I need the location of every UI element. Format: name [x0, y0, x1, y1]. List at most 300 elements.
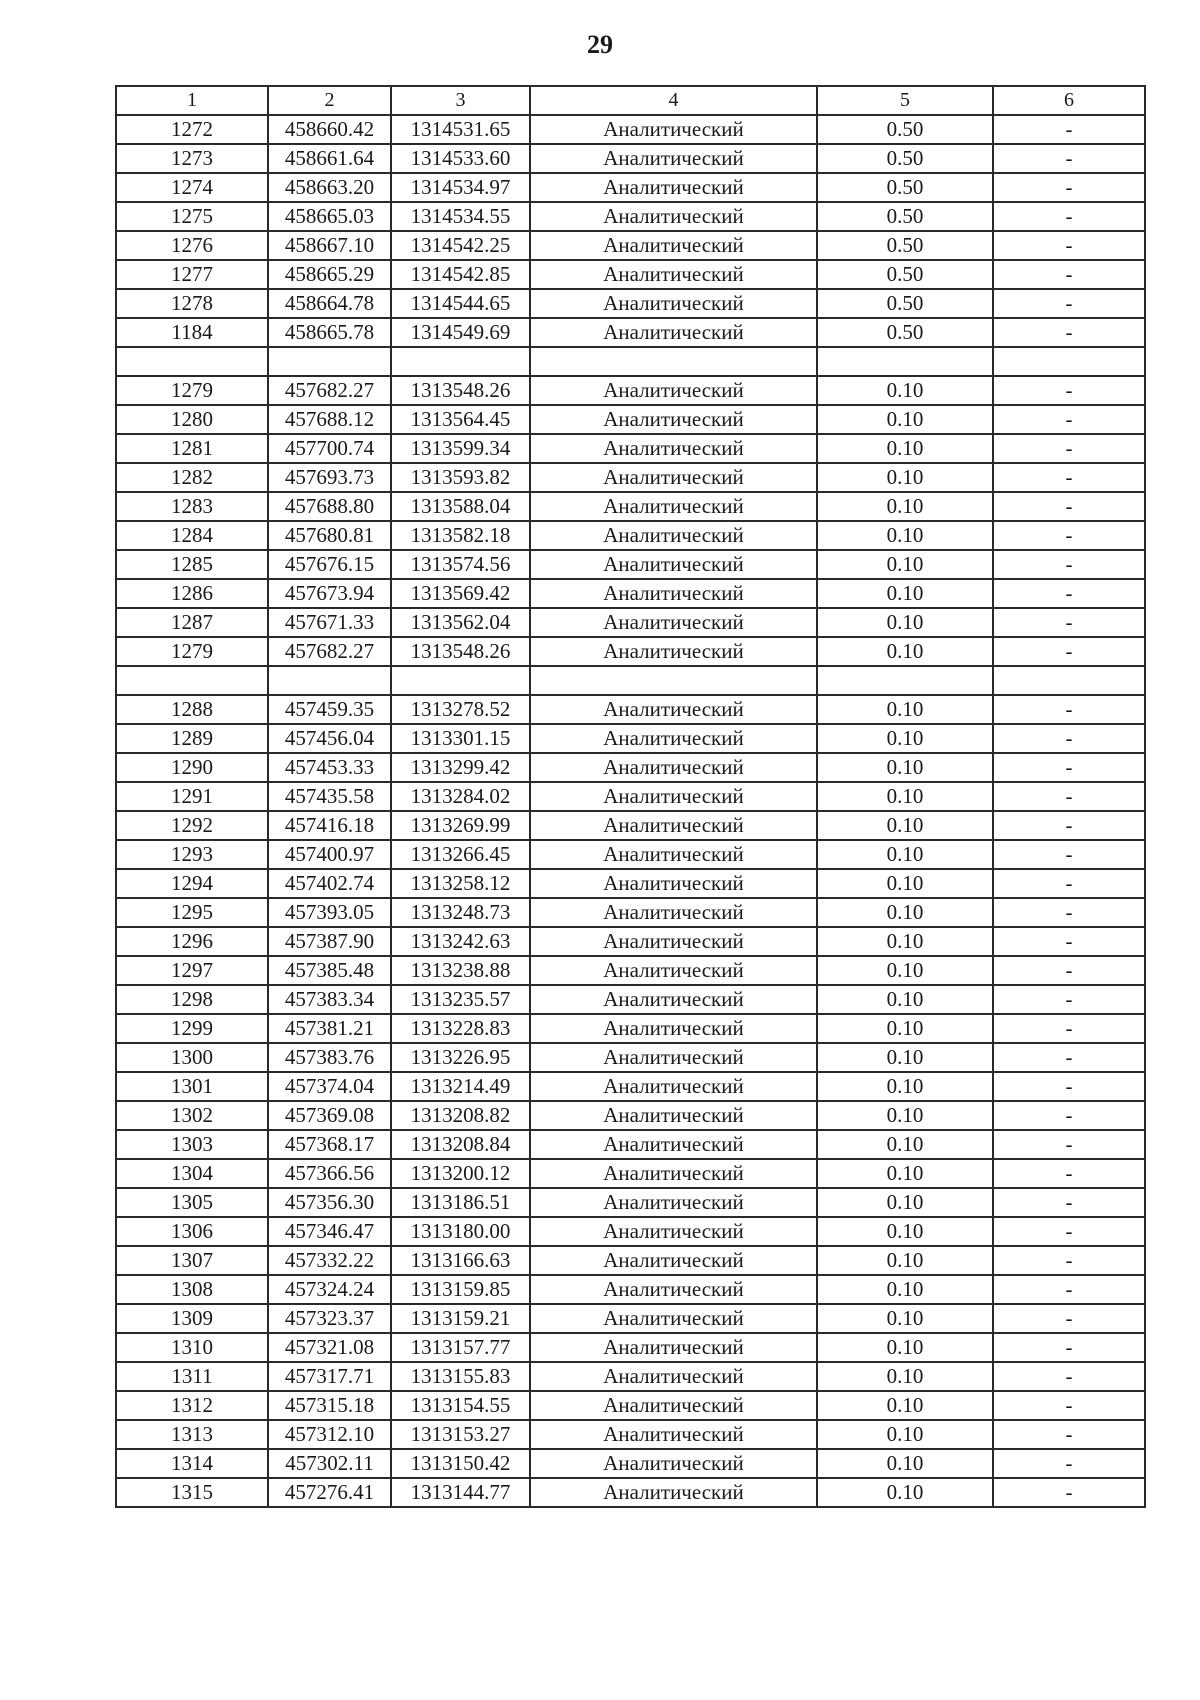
y-coordinate-cell: 1313180.00: [391, 1217, 530, 1246]
method-cell: Аналитический: [530, 1246, 817, 1275]
y-coordinate-cell: 1313548.26: [391, 376, 530, 405]
y-coordinate-cell: 1313144.77: [391, 1478, 530, 1507]
accuracy-cell: 0.10: [817, 463, 993, 492]
accuracy-cell: 0.50: [817, 115, 993, 144]
table-row: [116, 695, 1145, 724]
x-coordinate-cell: 457356.30: [268, 1188, 391, 1217]
point-number-cell: 1294: [116, 869, 268, 898]
table-row: [116, 1043, 1145, 1072]
y-coordinate-cell: 1314542.25: [391, 231, 530, 260]
note-cell: -: [993, 289, 1145, 318]
point-number-cell: 1300: [116, 1043, 268, 1072]
accuracy-cell: 0.10: [817, 1275, 993, 1304]
method-cell: Аналитический: [530, 376, 817, 405]
y-coordinate-cell: 1313278.52: [391, 695, 530, 724]
table-row: [116, 434, 1145, 463]
x-coordinate-cell: [268, 666, 391, 695]
accuracy-cell: 0.50: [817, 231, 993, 260]
note-cell: -: [993, 1072, 1145, 1101]
table-row: [116, 1333, 1145, 1362]
point-number-cell: 1304: [116, 1159, 268, 1188]
y-coordinate-cell: 1314544.65: [391, 289, 530, 318]
accuracy-cell: 0.10: [817, 1014, 993, 1043]
method-cell: Аналитический: [530, 898, 817, 927]
method-cell: Аналитический: [530, 1130, 817, 1159]
note-cell: -: [993, 753, 1145, 782]
accuracy-cell: 0.50: [817, 318, 993, 347]
point-number-cell: 1309: [116, 1304, 268, 1333]
x-coordinate-cell: 457453.33: [268, 753, 391, 782]
x-coordinate-cell: 458665.29: [268, 260, 391, 289]
y-coordinate-cell: 1313588.04: [391, 492, 530, 521]
table-row: [116, 463, 1145, 492]
x-coordinate-cell: 457459.35: [268, 695, 391, 724]
table-row: [116, 202, 1145, 231]
y-coordinate-cell: [391, 666, 530, 695]
point-number-cell: 1301: [116, 1072, 268, 1101]
column-header: 3: [391, 86, 530, 115]
method-cell: Аналитический: [530, 1449, 817, 1478]
table-row: [116, 289, 1145, 318]
x-coordinate-cell: 457435.58: [268, 782, 391, 811]
table-row: [116, 231, 1145, 260]
method-cell: Аналитический: [530, 1188, 817, 1217]
accuracy-cell: 0.10: [817, 521, 993, 550]
table-row: [116, 898, 1145, 927]
y-coordinate-cell: 1313593.82: [391, 463, 530, 492]
method-cell: Аналитический: [530, 1217, 817, 1246]
y-coordinate-cell: 1313248.73: [391, 898, 530, 927]
note-cell: [993, 347, 1145, 376]
table-row: [116, 1101, 1145, 1130]
accuracy-cell: 0.10: [817, 695, 993, 724]
table-row: [116, 260, 1145, 289]
method-cell: Аналитический: [530, 637, 817, 666]
point-number-cell: 1308: [116, 1275, 268, 1304]
method-cell: Аналитический: [530, 550, 817, 579]
column-header: 6: [993, 86, 1145, 115]
method-cell: Аналитический: [530, 1014, 817, 1043]
x-coordinate-cell: 457385.48: [268, 956, 391, 985]
method-cell: Аналитический: [530, 840, 817, 869]
method-cell: Аналитический: [530, 492, 817, 521]
method-cell: Аналитический: [530, 782, 817, 811]
table-row: [116, 637, 1145, 666]
table-row: [116, 1188, 1145, 1217]
accuracy-cell: 0.50: [817, 173, 993, 202]
method-cell: Аналитический: [530, 608, 817, 637]
point-number-cell: 1299: [116, 1014, 268, 1043]
point-number-cell: 1295: [116, 898, 268, 927]
method-cell: Аналитический: [530, 260, 817, 289]
x-coordinate-cell: 457315.18: [268, 1391, 391, 1420]
method-cell: Аналитический: [530, 231, 817, 260]
note-cell: -: [993, 1362, 1145, 1391]
x-coordinate-cell: 457416.18: [268, 811, 391, 840]
point-number-cell: 1275: [116, 202, 268, 231]
note-cell: -: [993, 1159, 1145, 1188]
point-number-cell: 1285: [116, 550, 268, 579]
y-coordinate-cell: 1313214.49: [391, 1072, 530, 1101]
point-number-cell: 1314: [116, 1449, 268, 1478]
point-number-cell: 1287: [116, 608, 268, 637]
note-cell: -: [993, 782, 1145, 811]
y-coordinate-cell: 1313150.42: [391, 1449, 530, 1478]
accuracy-cell: 0.10: [817, 434, 993, 463]
method-cell: Аналитический: [530, 956, 817, 985]
note-cell: -: [993, 1101, 1145, 1130]
accuracy-cell: 0.10: [817, 1043, 993, 1072]
note-cell: -: [993, 550, 1145, 579]
accuracy-cell: 0.10: [817, 1101, 993, 1130]
note-cell: -: [993, 1391, 1145, 1420]
point-number-cell: 1311: [116, 1362, 268, 1391]
note-cell: -: [993, 376, 1145, 405]
note-cell: -: [993, 231, 1145, 260]
note-cell: -: [993, 1304, 1145, 1333]
table-row: [116, 173, 1145, 202]
point-number-cell: 1305: [116, 1188, 268, 1217]
method-cell: Аналитический: [530, 1304, 817, 1333]
x-coordinate-cell: 457688.12: [268, 405, 391, 434]
note-cell: -: [993, 1043, 1145, 1072]
method-cell: Аналитический: [530, 318, 817, 347]
table-row: [116, 811, 1145, 840]
page-number: 29: [587, 30, 613, 59]
y-coordinate-cell: 1313153.27: [391, 1420, 530, 1449]
point-number-cell: 1312: [116, 1391, 268, 1420]
table-header-row: [116, 86, 1145, 115]
y-coordinate-cell: 1313574.56: [391, 550, 530, 579]
x-coordinate-cell: 457700.74: [268, 434, 391, 463]
y-coordinate-cell: 1313564.45: [391, 405, 530, 434]
point-number-cell: 1280: [116, 405, 268, 434]
column-header: 5: [817, 86, 993, 115]
accuracy-cell: 0.10: [817, 637, 993, 666]
x-coordinate-cell: 457387.90: [268, 927, 391, 956]
point-number-cell: 1277: [116, 260, 268, 289]
method-cell: Аналитический: [530, 869, 817, 898]
x-coordinate-cell: 457276.41: [268, 1478, 391, 1507]
point-number-cell: 1279: [116, 637, 268, 666]
method-cell: Аналитический: [530, 1043, 817, 1072]
table-row: [116, 579, 1145, 608]
method-cell: Аналитический: [530, 202, 817, 231]
x-coordinate-cell: 457680.81: [268, 521, 391, 550]
method-cell: [530, 666, 817, 695]
y-coordinate-cell: 1313238.88: [391, 956, 530, 985]
y-coordinate-cell: 1313186.51: [391, 1188, 530, 1217]
y-coordinate-cell: 1313235.57: [391, 985, 530, 1014]
x-coordinate-cell: 458665.03: [268, 202, 391, 231]
point-number-cell: 1315: [116, 1478, 268, 1507]
accuracy-cell: 0.10: [817, 376, 993, 405]
x-coordinate-cell: 457312.10: [268, 1420, 391, 1449]
accuracy-cell: 0.10: [817, 869, 993, 898]
x-coordinate-cell: 457368.17: [268, 1130, 391, 1159]
table-row: [116, 318, 1145, 347]
accuracy-cell: 0.10: [817, 492, 993, 521]
method-cell: Аналитический: [530, 1072, 817, 1101]
accuracy-cell: 0.10: [817, 1188, 993, 1217]
point-number-cell: 1184: [116, 318, 268, 347]
method-cell: Аналитический: [530, 1159, 817, 1188]
y-coordinate-cell: 1313226.95: [391, 1043, 530, 1072]
method-cell: Аналитический: [530, 579, 817, 608]
coordinates-table: [115, 85, 1146, 1508]
table-row: [116, 1130, 1145, 1159]
table-row: [116, 1478, 1145, 1507]
table-row: [116, 521, 1145, 550]
y-coordinate-cell: 1313258.12: [391, 869, 530, 898]
point-number-cell: 1283: [116, 492, 268, 521]
note-cell: -: [993, 463, 1145, 492]
method-cell: Аналитический: [530, 289, 817, 318]
point-number-cell: 1288: [116, 695, 268, 724]
y-coordinate-cell: 1313269.99: [391, 811, 530, 840]
point-number-cell: 1272: [116, 115, 268, 144]
x-coordinate-cell: 457682.27: [268, 376, 391, 405]
accuracy-cell: [817, 666, 993, 695]
y-coordinate-cell: 1313200.12: [391, 1159, 530, 1188]
accuracy-cell: 0.10: [817, 1478, 993, 1507]
note-cell: -: [993, 1449, 1145, 1478]
x-coordinate-cell: 457671.33: [268, 608, 391, 637]
note-cell: -: [993, 724, 1145, 753]
accuracy-cell: 0.10: [817, 840, 993, 869]
table-row: [116, 869, 1145, 898]
note-cell: -: [993, 405, 1145, 434]
point-number-cell: 1297: [116, 956, 268, 985]
table-row: [116, 927, 1145, 956]
method-cell: Аналитический: [530, 463, 817, 492]
y-coordinate-cell: 1313569.42: [391, 579, 530, 608]
accuracy-cell: 0.10: [817, 985, 993, 1014]
method-cell: Аналитический: [530, 1420, 817, 1449]
accuracy-cell: 0.50: [817, 202, 993, 231]
note-cell: -: [993, 1478, 1145, 1507]
y-coordinate-cell: [391, 347, 530, 376]
x-coordinate-cell: 458663.20: [268, 173, 391, 202]
method-cell: Аналитический: [530, 173, 817, 202]
x-coordinate-cell: 457323.37: [268, 1304, 391, 1333]
point-number-cell: 1284: [116, 521, 268, 550]
table-row: [116, 1275, 1145, 1304]
y-coordinate-cell: 1313159.85: [391, 1275, 530, 1304]
accuracy-cell: 0.50: [817, 144, 993, 173]
accuracy-cell: 0.10: [817, 1333, 993, 1362]
point-number-cell: 1279: [116, 376, 268, 405]
point-number-cell: 1310: [116, 1333, 268, 1362]
x-coordinate-cell: 457366.56: [268, 1159, 391, 1188]
method-cell: Аналитический: [530, 695, 817, 724]
x-coordinate-cell: 457346.47: [268, 1217, 391, 1246]
y-coordinate-cell: 1313266.45: [391, 840, 530, 869]
accuracy-cell: 0.10: [817, 927, 993, 956]
note-cell: -: [993, 898, 1145, 927]
method-cell: Аналитический: [530, 1275, 817, 1304]
point-number-cell: 1293: [116, 840, 268, 869]
column-header: 1: [116, 86, 268, 115]
accuracy-cell: 0.10: [817, 579, 993, 608]
point-number-cell: 1302: [116, 1101, 268, 1130]
y-coordinate-cell: 1313242.63: [391, 927, 530, 956]
point-number-cell: 1273: [116, 144, 268, 173]
note-cell: -: [993, 1246, 1145, 1275]
note-cell: -: [993, 260, 1145, 289]
y-coordinate-cell: 1314549.69: [391, 318, 530, 347]
table-row: [116, 1217, 1145, 1246]
x-coordinate-cell: 458667.10: [268, 231, 391, 260]
note-cell: -: [993, 1333, 1145, 1362]
x-coordinate-cell: 458665.78: [268, 318, 391, 347]
method-cell: Аналитический: [530, 985, 817, 1014]
table-row: [116, 115, 1145, 144]
note-cell: -: [993, 173, 1145, 202]
method-cell: Аналитический: [530, 144, 817, 173]
accuracy-cell: [817, 347, 993, 376]
point-number-cell: 1296: [116, 927, 268, 956]
note-cell: -: [993, 927, 1145, 956]
accuracy-cell: 0.10: [817, 608, 993, 637]
accuracy-cell: 0.10: [817, 550, 993, 579]
y-coordinate-cell: 1313154.55: [391, 1391, 530, 1420]
table-row: [116, 492, 1145, 521]
y-coordinate-cell: 1313159.21: [391, 1304, 530, 1333]
note-cell: -: [993, 811, 1145, 840]
column-header: 4: [530, 86, 817, 115]
point-number-cell: 1298: [116, 985, 268, 1014]
note-cell: -: [993, 869, 1145, 898]
table-row: [116, 724, 1145, 753]
table-row: [116, 1391, 1145, 1420]
point-number-cell: 1303: [116, 1130, 268, 1159]
x-coordinate-cell: 457332.22: [268, 1246, 391, 1275]
y-coordinate-cell: 1314534.55: [391, 202, 530, 231]
table-row: [116, 1449, 1145, 1478]
table-row: [116, 1246, 1145, 1275]
point-number-cell: [116, 347, 268, 376]
coordinates-table-body: [116, 86, 1145, 1507]
note-cell: -: [993, 985, 1145, 1014]
point-number-cell: 1313: [116, 1420, 268, 1449]
y-coordinate-cell: 1314533.60: [391, 144, 530, 173]
method-cell: Аналитический: [530, 753, 817, 782]
y-coordinate-cell: 1314542.85: [391, 260, 530, 289]
method-cell: Аналитический: [530, 1101, 817, 1130]
note-cell: -: [993, 521, 1145, 550]
y-coordinate-cell: 1313562.04: [391, 608, 530, 637]
accuracy-cell: 0.10: [817, 1217, 993, 1246]
method-cell: Аналитический: [530, 1362, 817, 1391]
table-row: [116, 405, 1145, 434]
y-coordinate-cell: 1313548.26: [391, 637, 530, 666]
method-cell: [530, 347, 817, 376]
method-cell: Аналитический: [530, 405, 817, 434]
note-cell: -: [993, 1275, 1145, 1304]
accuracy-cell: 0.10: [817, 724, 993, 753]
accuracy-cell: 0.10: [817, 1449, 993, 1478]
note-cell: -: [993, 956, 1145, 985]
note-cell: -: [993, 608, 1145, 637]
point-number-cell: 1278: [116, 289, 268, 318]
x-coordinate-cell: 458660.42: [268, 115, 391, 144]
method-cell: Аналитический: [530, 521, 817, 550]
accuracy-cell: 0.10: [817, 811, 993, 840]
table-row: [116, 1304, 1145, 1333]
y-coordinate-cell: 1313208.84: [391, 1130, 530, 1159]
note-cell: -: [993, 1420, 1145, 1449]
y-coordinate-cell: 1313599.34: [391, 434, 530, 463]
y-coordinate-cell: 1313155.83: [391, 1362, 530, 1391]
table-row: [116, 376, 1145, 405]
point-number-cell: 1306: [116, 1217, 268, 1246]
x-coordinate-cell: 457321.08: [268, 1333, 391, 1362]
x-coordinate-cell: 457317.71: [268, 1362, 391, 1391]
y-coordinate-cell: 1313284.02: [391, 782, 530, 811]
accuracy-cell: 0.10: [817, 956, 993, 985]
y-coordinate-cell: 1313582.18: [391, 521, 530, 550]
point-number-cell: 1282: [116, 463, 268, 492]
x-coordinate-cell: 457374.04: [268, 1072, 391, 1101]
x-coordinate-cell: 457400.97: [268, 840, 391, 869]
accuracy-cell: 0.10: [817, 1362, 993, 1391]
x-coordinate-cell: 458661.64: [268, 144, 391, 173]
table-row: [116, 608, 1145, 637]
table-row: [116, 1072, 1145, 1101]
column-header: 2: [268, 86, 391, 115]
note-cell: -: [993, 840, 1145, 869]
table-row: [116, 753, 1145, 782]
point-number-cell: 1274: [116, 173, 268, 202]
point-number-cell: 1291: [116, 782, 268, 811]
y-coordinate-cell: 1313299.42: [391, 753, 530, 782]
point-number-cell: 1281: [116, 434, 268, 463]
point-number-cell: 1307: [116, 1246, 268, 1275]
note-cell: [993, 666, 1145, 695]
x-coordinate-cell: 457673.94: [268, 579, 391, 608]
accuracy-cell: 0.50: [817, 260, 993, 289]
x-coordinate-cell: 458664.78: [268, 289, 391, 318]
note-cell: -: [993, 579, 1145, 608]
accuracy-cell: 0.10: [817, 753, 993, 782]
x-coordinate-cell: 457393.05: [268, 898, 391, 927]
accuracy-cell: 0.10: [817, 1159, 993, 1188]
note-cell: -: [993, 492, 1145, 521]
note-cell: -: [993, 1130, 1145, 1159]
table-row: [116, 985, 1145, 1014]
table-row: [116, 144, 1145, 173]
accuracy-cell: 0.10: [817, 898, 993, 927]
y-coordinate-cell: 1313228.83: [391, 1014, 530, 1043]
accuracy-cell: 0.50: [817, 289, 993, 318]
accuracy-cell: 0.10: [817, 1391, 993, 1420]
accuracy-cell: 0.10: [817, 1130, 993, 1159]
method-cell: Аналитический: [530, 927, 817, 956]
method-cell: Аналитический: [530, 724, 817, 753]
method-cell: Аналитический: [530, 115, 817, 144]
note-cell: -: [993, 115, 1145, 144]
x-coordinate-cell: [268, 347, 391, 376]
table-row: [116, 550, 1145, 579]
y-coordinate-cell: 1313301.15: [391, 724, 530, 753]
table-row: [116, 1420, 1145, 1449]
accuracy-cell: 0.10: [817, 782, 993, 811]
table-row: [116, 840, 1145, 869]
accuracy-cell: 0.10: [817, 405, 993, 434]
table-row: [116, 782, 1145, 811]
note-cell: -: [993, 434, 1145, 463]
